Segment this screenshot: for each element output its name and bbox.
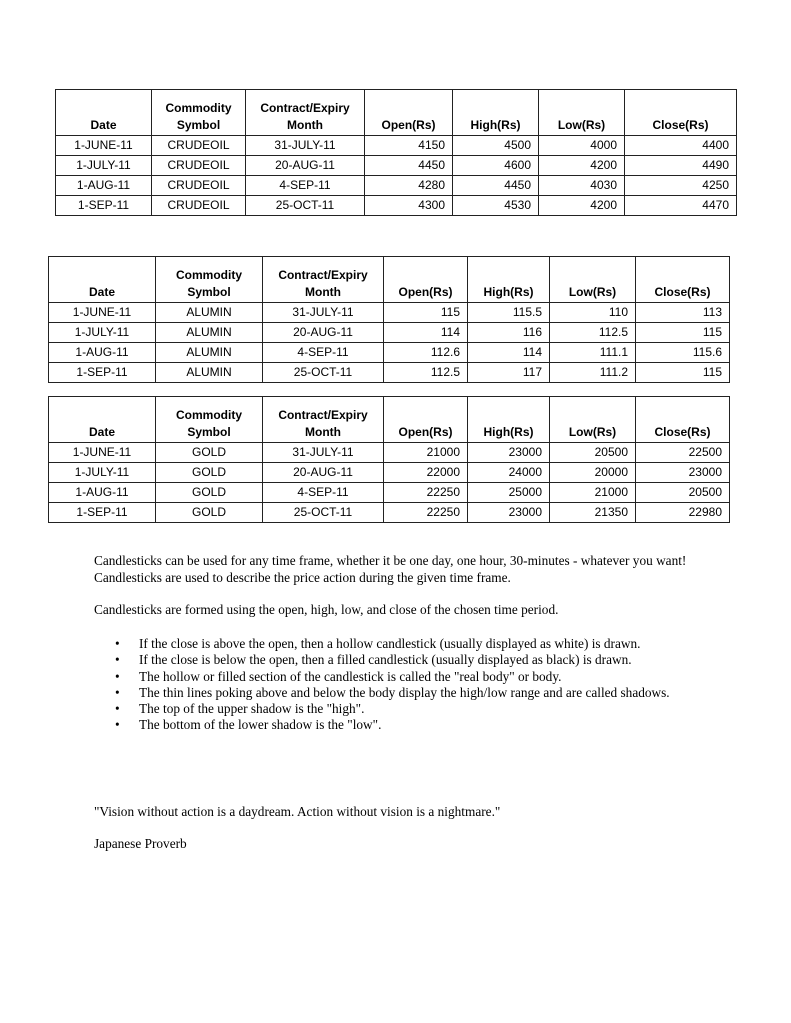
table-cell: 22000 [384,463,468,483]
bullet-item [94,685,724,701]
table-cell: 1-SEP-11 [56,196,152,216]
intro-paragraph: Candlesticks can be used for any time frame, whether it be one day, one hour, 30-minutes - whatever you want! Candlesticks are used to describe the price action during the given time frame. [94,553,687,585]
table-cell: 1-AUG-11 [49,483,156,503]
table-cell: 115.5 [468,303,550,323]
column-header: Date [49,397,156,443]
column-header: High(Rs) [468,397,550,443]
table-cell: 25000 [468,483,550,503]
table-cell: 4530 [453,196,539,216]
table-cell: ALUMIN [156,323,263,343]
table-cell: 1-JUNE-11 [56,136,152,156]
table-cell: 112.5 [550,323,636,343]
bullet-dot-icon: • [115,652,120,668]
table-header-row [49,257,730,303]
table-cell: 1-JUNE-11 [49,443,156,463]
table-cell: 31-JULY-11 [263,443,384,463]
table-cell: 114 [384,323,468,343]
column-header: Date [49,257,156,303]
table-cell: 4280 [365,176,453,196]
column-header: Open(Rs) [365,90,453,136]
bullet-item [94,636,724,652]
table-cell: 4400 [625,136,737,156]
table-cell: CRUDEOIL [152,176,246,196]
table-row [56,196,737,216]
table-cell: 20-AUG-11 [263,323,384,343]
table-cell: 1-SEP-11 [49,503,156,523]
formed-paragraph: Candlesticks are formed using the open, high, low, and close of the chosen time period. [94,602,559,617]
table-cell: 20-AUG-11 [246,156,365,176]
table-cell: 4200 [539,196,625,216]
bullet-item [94,669,724,685]
table-cell: 115 [384,303,468,323]
column-header: Contract/Expiry Month [246,90,365,136]
bullet-dot-icon: • [115,636,120,651]
table-row [56,136,737,156]
column-header: Open(Rs) [384,397,468,443]
table-cell: 4030 [539,176,625,196]
column-header: Close(Rs) [636,257,730,303]
crudeoil-table [55,89,737,216]
table-cell: 22500 [636,443,730,463]
table-header-row [49,397,730,443]
bullet-text: If the close is below the open, then a filled candlestick (usually displayed as black) is drawn. [139,652,632,668]
table-cell: GOLD [156,443,263,463]
table-cell: 23000 [468,503,550,523]
table-cell: 4500 [453,136,539,156]
table-cell: 112.6 [384,343,468,363]
bullet-item [94,652,724,668]
table-cell: 1-JULY-11 [49,323,156,343]
table-row [49,323,730,343]
table-cell: 4250 [625,176,737,196]
table-cell: 21000 [550,483,636,503]
column-header: Commodity Symbol [156,257,263,303]
bullet-item [94,701,724,717]
table-cell: ALUMIN [156,363,263,383]
table-cell: 4450 [453,176,539,196]
table-cell: 4470 [625,196,737,216]
table-cell: GOLD [156,503,263,523]
column-header: Contract/Expiry Month [263,397,384,443]
table-cell: 22980 [636,503,730,523]
table-cell: 31-JULY-11 [263,303,384,323]
table-row [49,363,730,383]
table-cell: 4300 [365,196,453,216]
table-cell: 21350 [550,503,636,523]
table-row [49,443,730,463]
table-cell: 21000 [384,443,468,463]
table-cell: 114 [468,343,550,363]
table-cell: ALUMIN [156,343,263,363]
table-cell: 112.5 [384,363,468,383]
table-header-row [56,90,737,136]
table-cell: 1-JULY-11 [56,156,152,176]
column-header: Low(Rs) [539,90,625,136]
table-cell: 20000 [550,463,636,483]
table-row [56,156,737,176]
column-header: Low(Rs) [550,397,636,443]
bullet-item [94,717,724,733]
table-cell: 1-AUG-11 [49,343,156,363]
bullet-dot-icon: • [115,684,120,700]
table-cell: 111.1 [550,343,636,363]
bullet-text: The bottom of the lower shadow is the "low". [139,717,382,733]
table-cell: CRUDEOIL [152,136,246,156]
column-header: High(Rs) [468,257,550,303]
column-header: High(Rs) [453,90,539,136]
table-cell: 4490 [625,156,737,176]
table-row [49,343,730,363]
bullet-text: If the close is above the open, then a hollow candlestick (usually displayed as white) is drawn. [139,636,641,651]
quote: "Vision without action is a daydream. Action without vision is a nightmare." [94,804,501,819]
table-cell: 4600 [453,156,539,176]
table-cell: 20500 [550,443,636,463]
table-cell: 24000 [468,463,550,483]
table-row [56,176,737,196]
table-cell: 4-SEP-11 [246,176,365,196]
column-header: Date [56,90,152,136]
column-header: Contract/Expiry Month [263,257,384,303]
bullet-dot-icon: • [115,717,120,733]
table-cell: 23000 [636,463,730,483]
table-cell: CRUDEOIL [152,156,246,176]
column-header: Close(Rs) [636,397,730,443]
bullet-dot-icon: • [115,668,120,684]
table-cell: 4000 [539,136,625,156]
table-cell: 20500 [636,483,730,503]
table-cell: 4-SEP-11 [263,483,384,503]
table-cell: 1-JULY-11 [49,463,156,483]
bullet-text: The thin lines poking above and below the body display the high/low range and are called shadows. [139,684,670,700]
table-cell: 110 [550,303,636,323]
table-cell: GOLD [156,483,263,503]
table-cell: 115 [636,323,730,343]
table-row [49,303,730,323]
table-cell: 116 [468,323,550,343]
table-cell: 25-OCT-11 [246,196,365,216]
table-cell: 115 [636,363,730,383]
table-cell: 4150 [365,136,453,156]
alumin-table [48,256,730,383]
table-row [49,463,730,483]
table-cell: 22250 [384,483,468,503]
column-header: Open(Rs) [384,257,468,303]
table-cell: 117 [468,363,550,383]
table-cell: 4-SEP-11 [263,343,384,363]
table-cell: 1-JUNE-11 [49,303,156,323]
table-cell: 1-AUG-11 [56,176,152,196]
table-cell: 111.2 [550,363,636,383]
table-cell: 23000 [468,443,550,463]
table-cell: CRUDEOIL [152,196,246,216]
table-cell: 4200 [539,156,625,176]
column-header: Low(Rs) [550,257,636,303]
column-header: Close(Rs) [625,90,737,136]
table-cell: 115.6 [636,343,730,363]
column-header: Commodity Symbol [152,90,246,136]
table-cell: 25-OCT-11 [263,363,384,383]
gold-table [48,396,730,523]
bullet-dot-icon: • [115,701,120,717]
table-cell: 4450 [365,156,453,176]
table-row [49,503,730,523]
table-cell: GOLD [156,463,263,483]
table-cell: 1-SEP-11 [49,363,156,383]
table-cell: 20-AUG-11 [263,463,384,483]
column-header: Commodity Symbol [156,397,263,443]
table-cell: 25-OCT-11 [263,503,384,523]
bullet-text: The top of the upper shadow is the "high". [139,701,365,717]
table-cell: ALUMIN [156,303,263,323]
quote-attribution: Japanese Proverb [94,836,187,851]
table-cell: 113 [636,303,730,323]
bullet-text: The hollow or filled section of the candlestick is called the "real body" or body. [139,668,562,684]
table-cell: 22250 [384,503,468,523]
table-row [49,483,730,503]
candlestick-bullet-list [94,636,724,734]
table-cell: 31-JULY-11 [246,136,365,156]
